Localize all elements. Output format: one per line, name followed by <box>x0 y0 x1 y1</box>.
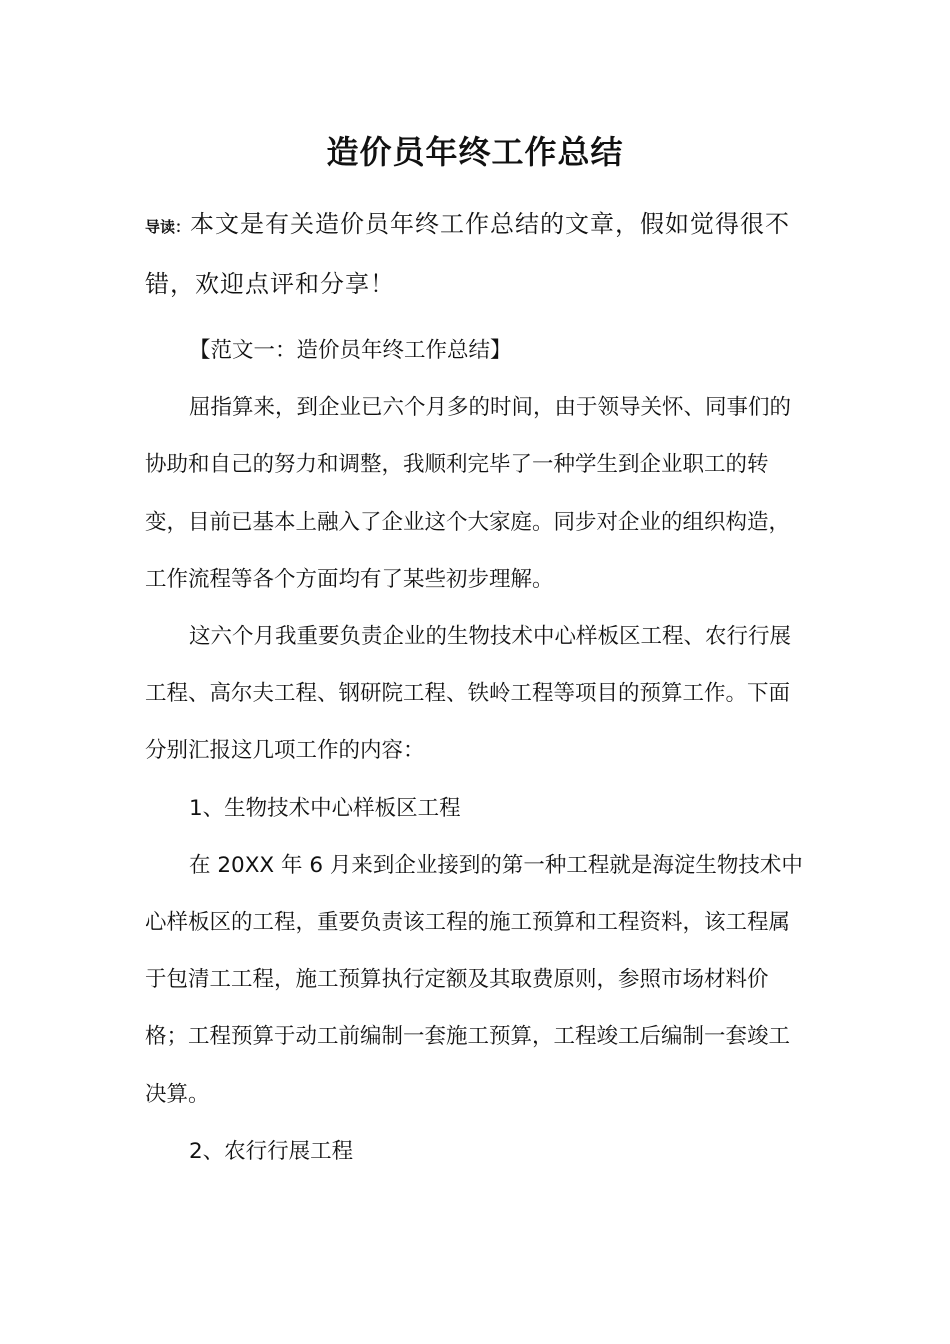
body-paragraph: 屈指算来，到企业已六个月多的时间，由于领导关怀、同事们的协助和自己的努力和调整，我顺利完毕了一种学生到企业职工的转变，目前已基本上融入了企业这个大家庭。同步对企业的组织构造，工作流程等各个方面均有了某些初步理解。 <box>145 395 792 592</box>
lead-paragraph <box>145 196 810 313</box>
list-item-heading: 1、生物技术中心样板区工程 <box>189 795 461 821</box>
document-body <box>145 322 810 1180</box>
body-paragraph: 这六个月我重要负责企业的生物技术中心样板区工程、农行行展工程、高尔夫工程、钢研院工程、铁岭工程等项目的预算工作。下面分别汇报这几项工作的内容： <box>145 624 792 764</box>
section-heading: 【范文一：造价员年终工作总结】 <box>189 338 512 363</box>
list-item-heading: 2、农行行展工程 <box>189 1138 354 1164</box>
lead-label: 导读： <box>145 218 191 236</box>
body-paragraph: 在 20XX 年 6 月来到企业接到的第一种工程就是海淀生物技术中心样板区的工程，重要负责该工程的施工预算和工程资料，该工程属于包清工工程，施工预算执行定额及其取费原则，参照市场材料价格；工程预算于动工前编制一套施工预算，工程竣工后编制一套竣工决算。 <box>145 852 803 1107</box>
lead-text: 本文是有关造价员年终工作总结的文章，假如觉得很不错，欢迎点评和分享！ <box>145 210 791 298</box>
document-title: 造价员年终工作总结 <box>326 133 624 171</box>
